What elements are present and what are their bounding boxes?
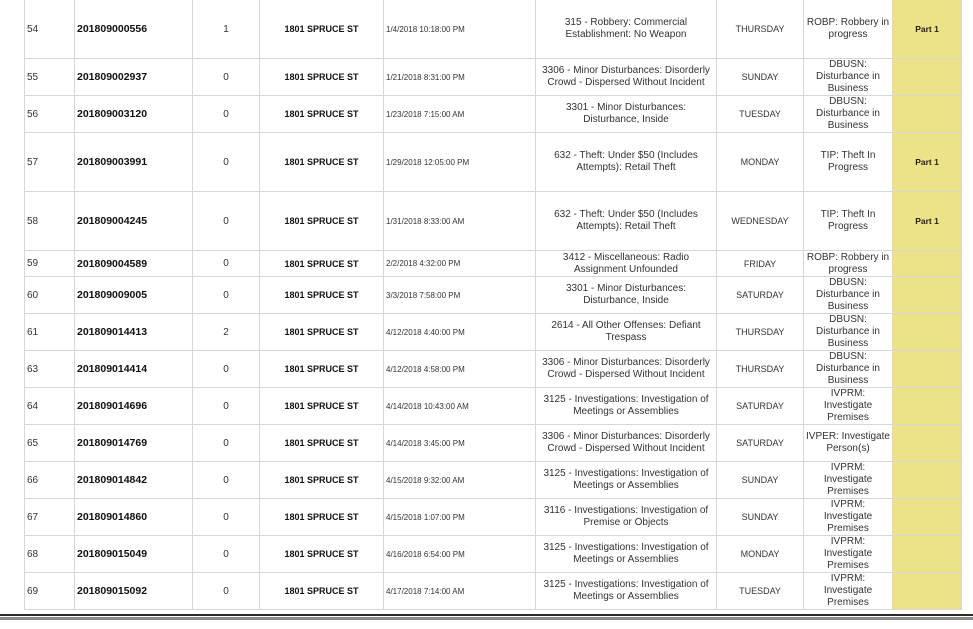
ucr-part-cell bbox=[893, 536, 962, 573]
dispatch-code-cell: ROBP: Robbery in progress bbox=[804, 0, 893, 59]
dc-number-cell: 201809003991 bbox=[75, 133, 193, 192]
victim-count-cell: 0 bbox=[193, 425, 260, 462]
incident-description-cell: 3301 - Minor Disturbances: Disturbance, Inside bbox=[536, 277, 717, 314]
address-cell: 1801 SPRUCE ST bbox=[260, 499, 384, 536]
row-number-cell: 59 bbox=[25, 251, 75, 277]
victim-count-cell: 0 bbox=[193, 536, 260, 573]
victim-count-cell: 0 bbox=[193, 59, 260, 96]
date-time-cell: 4/14/2018 3:45:00 PM bbox=[384, 425, 536, 462]
day-of-week-cell: THURSDAY bbox=[717, 0, 804, 59]
address-cell: 1801 SPRUCE ST bbox=[260, 192, 384, 251]
dispatch-code-cell: IVPRM: Investigate Premises bbox=[804, 462, 893, 499]
date-time-cell: 4/17/2018 7:14:00 AM bbox=[384, 573, 536, 610]
dc-number-cell: 201809003120 bbox=[75, 96, 193, 133]
day-of-week-cell: SATURDAY bbox=[717, 388, 804, 425]
address-cell: 1801 SPRUCE ST bbox=[260, 314, 384, 351]
incident-description-cell: 3125 - Investigations: Investigation of Meetings or Assemblies bbox=[536, 536, 717, 573]
victim-count-cell: 0 bbox=[193, 277, 260, 314]
victim-count-cell: 0 bbox=[193, 573, 260, 610]
dispatch-code-cell: DBUSN: Disturbance in Business bbox=[804, 351, 893, 388]
address-cell: 1801 SPRUCE ST bbox=[260, 536, 384, 573]
dispatch-code-cell: DBUSN: Disturbance in Business bbox=[804, 314, 893, 351]
day-of-week-cell: SUNDAY bbox=[717, 499, 804, 536]
victim-count-cell: 0 bbox=[193, 96, 260, 133]
day-of-week-cell: MONDAY bbox=[717, 133, 804, 192]
table-row bbox=[25, 314, 962, 351]
incident-description-cell: 3125 - Investigations: Investigation of Meetings or Assemblies bbox=[536, 388, 717, 425]
date-time-cell: 4/12/2018 4:58:00 PM bbox=[384, 351, 536, 388]
row-number-cell: 63 bbox=[25, 351, 75, 388]
row-number-cell: 58 bbox=[25, 192, 75, 251]
table-row bbox=[25, 0, 962, 59]
table-row bbox=[25, 573, 962, 610]
incident-description-cell: 3306 - Minor Disturbances: Disorderly Crowd - Dispersed Without Incident bbox=[536, 425, 717, 462]
dc-number-cell: 201809014413 bbox=[75, 314, 193, 351]
address-cell: 1801 SPRUCE ST bbox=[260, 251, 384, 277]
ucr-part-cell bbox=[893, 573, 962, 610]
table-row bbox=[25, 277, 962, 314]
date-time-cell: 4/15/2018 1:07:00 PM bbox=[384, 499, 536, 536]
address-cell: 1801 SPRUCE ST bbox=[260, 425, 384, 462]
incident-description-cell: 3125 - Investigations: Investigation of Meetings or Assemblies bbox=[536, 573, 717, 610]
dc-number-cell: 201809014860 bbox=[75, 499, 193, 536]
date-time-cell: 2/2/2018 4:32:00 PM bbox=[384, 251, 536, 277]
address-cell: 1801 SPRUCE ST bbox=[260, 96, 384, 133]
incident-description-cell: 3306 - Minor Disturbances: Disorderly Crowd - Dispersed Without Incident bbox=[536, 59, 717, 96]
ucr-part-cell bbox=[893, 388, 962, 425]
table-row bbox=[25, 192, 962, 251]
date-time-cell: 1/23/2018 7:15:00 AM bbox=[384, 96, 536, 133]
incident-description-cell: 3306 - Minor Disturbances: Disorderly Crowd - Dispersed Without Incident bbox=[536, 351, 717, 388]
date-time-cell: 4/16/2018 6:54:00 PM bbox=[384, 536, 536, 573]
dispatch-code-cell: DBUSN: Disturbance in Business bbox=[804, 59, 893, 96]
row-number-cell: 65 bbox=[25, 425, 75, 462]
victim-count-cell: 0 bbox=[193, 462, 260, 499]
table-row bbox=[25, 133, 962, 192]
ucr-part-cell bbox=[893, 96, 962, 133]
date-time-cell: 3/3/2018 7:58:00 PM bbox=[384, 277, 536, 314]
table-row bbox=[25, 536, 962, 573]
ucr-part-cell bbox=[893, 462, 962, 499]
row-number-cell: 61 bbox=[25, 314, 75, 351]
address-cell: 1801 SPRUCE ST bbox=[260, 0, 384, 59]
victim-count-cell: 0 bbox=[193, 251, 260, 277]
dc-number-cell: 201809000556 bbox=[75, 0, 193, 59]
day-of-week-cell: SATURDAY bbox=[717, 277, 804, 314]
table-row bbox=[25, 96, 962, 133]
date-time-cell: 4/12/2018 4:40:00 PM bbox=[384, 314, 536, 351]
row-number-cell: 66 bbox=[25, 462, 75, 499]
day-of-week-cell: FRIDAY bbox=[717, 251, 804, 277]
date-time-cell: 1/21/2018 8:31:00 PM bbox=[384, 59, 536, 96]
ucr-part-cell bbox=[893, 59, 962, 96]
table-row bbox=[25, 462, 962, 499]
dispatch-code-cell: TIP: Theft In Progress bbox=[804, 133, 893, 192]
address-cell: 1801 SPRUCE ST bbox=[260, 351, 384, 388]
victim-count-cell: 0 bbox=[193, 192, 260, 251]
dc-number-cell: 201809009005 bbox=[75, 277, 193, 314]
incident-table bbox=[24, 0, 962, 610]
dispatch-code-cell: DBUSN: Disturbance in Business bbox=[804, 277, 893, 314]
dispatch-code-cell: IVPER: Investigate Person(s) bbox=[804, 425, 893, 462]
victim-count-cell: 1 bbox=[193, 0, 260, 59]
table-row bbox=[25, 425, 962, 462]
table-row bbox=[25, 351, 962, 388]
dispatch-code-cell: DBUSN: Disturbance in Business bbox=[804, 96, 893, 133]
incident-description-cell: 632 - Theft: Under $50 (Includes Attempts): Retail Theft bbox=[536, 192, 717, 251]
dc-number-cell: 201809004245 bbox=[75, 192, 193, 251]
ucr-part-cell bbox=[893, 277, 962, 314]
ucr-part-cell: Part 1 bbox=[893, 192, 962, 251]
victim-count-cell: 0 bbox=[193, 388, 260, 425]
row-number-cell: 55 bbox=[25, 59, 75, 96]
incident-description-cell: 315 - Robbery: Commercial Establishment: No Weapon bbox=[536, 0, 717, 59]
day-of-week-cell: SUNDAY bbox=[717, 59, 804, 96]
victim-count-cell: 2 bbox=[193, 314, 260, 351]
row-number-cell: 60 bbox=[25, 277, 75, 314]
day-of-week-cell: TUESDAY bbox=[717, 573, 804, 610]
row-number-cell: 67 bbox=[25, 499, 75, 536]
incident-description-cell: 632 - Theft: Under $50 (Includes Attempts): Retail Theft bbox=[536, 133, 717, 192]
date-time-cell: 1/4/2018 10:18:00 PM bbox=[384, 0, 536, 59]
ucr-part-cell bbox=[893, 351, 962, 388]
address-cell: 1801 SPRUCE ST bbox=[260, 462, 384, 499]
day-of-week-cell: THURSDAY bbox=[717, 351, 804, 388]
day-of-week-cell: SUNDAY bbox=[717, 462, 804, 499]
dispatch-code-cell: TIP: Theft In Progress bbox=[804, 192, 893, 251]
address-cell: 1801 SPRUCE ST bbox=[260, 277, 384, 314]
victim-count-cell: 0 bbox=[193, 133, 260, 192]
dc-number-cell: 201809014696 bbox=[75, 388, 193, 425]
incident-description-cell: 3301 - Minor Disturbances: Disturbance, Inside bbox=[536, 96, 717, 133]
ucr-part-cell bbox=[893, 499, 962, 536]
row-number-cell: 56 bbox=[25, 96, 75, 133]
dispatch-code-cell: IVPRM: Investigate Premises bbox=[804, 573, 893, 610]
date-time-cell: 1/31/2018 8:33:00 AM bbox=[384, 192, 536, 251]
victim-count-cell: 0 bbox=[193, 499, 260, 536]
dc-number-cell: 201809002937 bbox=[75, 59, 193, 96]
ucr-part-cell bbox=[893, 314, 962, 351]
row-number-cell: 69 bbox=[25, 573, 75, 610]
incident-description-cell: 3116 - Investigations: Investigation of Premise or Objects bbox=[536, 499, 717, 536]
table-row bbox=[25, 251, 962, 277]
address-cell: 1801 SPRUCE ST bbox=[260, 573, 384, 610]
dc-number-cell: 201809014769 bbox=[75, 425, 193, 462]
table-row bbox=[25, 59, 962, 96]
dispatch-code-cell: IVPRM: Investigate Premises bbox=[804, 388, 893, 425]
day-of-week-cell: WEDNESDAY bbox=[717, 192, 804, 251]
dc-number-cell: 201809004589 bbox=[75, 251, 193, 277]
ucr-part-cell: Part 1 bbox=[893, 0, 962, 59]
victim-count-cell: 0 bbox=[193, 351, 260, 388]
date-time-cell: 4/15/2018 9:32:00 AM bbox=[384, 462, 536, 499]
ucr-part-cell: Part 1 bbox=[893, 133, 962, 192]
row-number-cell: 68 bbox=[25, 536, 75, 573]
dc-number-cell: 201809014414 bbox=[75, 351, 193, 388]
ucr-part-cell bbox=[893, 251, 962, 277]
incident-description-cell: 3412 - Miscellaneous: Radio Assignment Unfounded bbox=[536, 251, 717, 277]
table-row bbox=[25, 499, 962, 536]
row-number-cell: 54 bbox=[25, 0, 75, 59]
address-cell: 1801 SPRUCE ST bbox=[260, 388, 384, 425]
dc-number-cell: 201809014842 bbox=[75, 462, 193, 499]
page-divider-dark bbox=[0, 614, 973, 616]
dispatch-code-cell: IVPRM: Investigate Premises bbox=[804, 499, 893, 536]
date-time-cell: 4/14/2018 10:43:00 AM bbox=[384, 388, 536, 425]
row-number-cell: 57 bbox=[25, 133, 75, 192]
dc-number-cell: 201809015049 bbox=[75, 536, 193, 573]
address-cell: 1801 SPRUCE ST bbox=[260, 133, 384, 192]
date-time-cell: 1/29/2018 12:05:00 PM bbox=[384, 133, 536, 192]
page-divider-light bbox=[0, 617, 973, 620]
table-row bbox=[25, 388, 962, 425]
incident-description-cell: 2614 - All Other Offenses: Defiant Trespass bbox=[536, 314, 717, 351]
row-number-cell: 64 bbox=[25, 388, 75, 425]
day-of-week-cell: MONDAY bbox=[717, 536, 804, 573]
dispatch-code-cell: IVPRM: Investigate Premises bbox=[804, 536, 893, 573]
dispatch-code-cell: ROBP: Robbery in progress bbox=[804, 251, 893, 277]
day-of-week-cell: THURSDAY bbox=[717, 314, 804, 351]
address-cell: 1801 SPRUCE ST bbox=[260, 59, 384, 96]
dc-number-cell: 201809015092 bbox=[75, 573, 193, 610]
day-of-week-cell: SATURDAY bbox=[717, 425, 804, 462]
day-of-week-cell: TUESDAY bbox=[717, 96, 804, 133]
ucr-part-cell bbox=[893, 425, 962, 462]
incident-description-cell: 3125 - Investigations: Investigation of Meetings or Assemblies bbox=[536, 462, 717, 499]
